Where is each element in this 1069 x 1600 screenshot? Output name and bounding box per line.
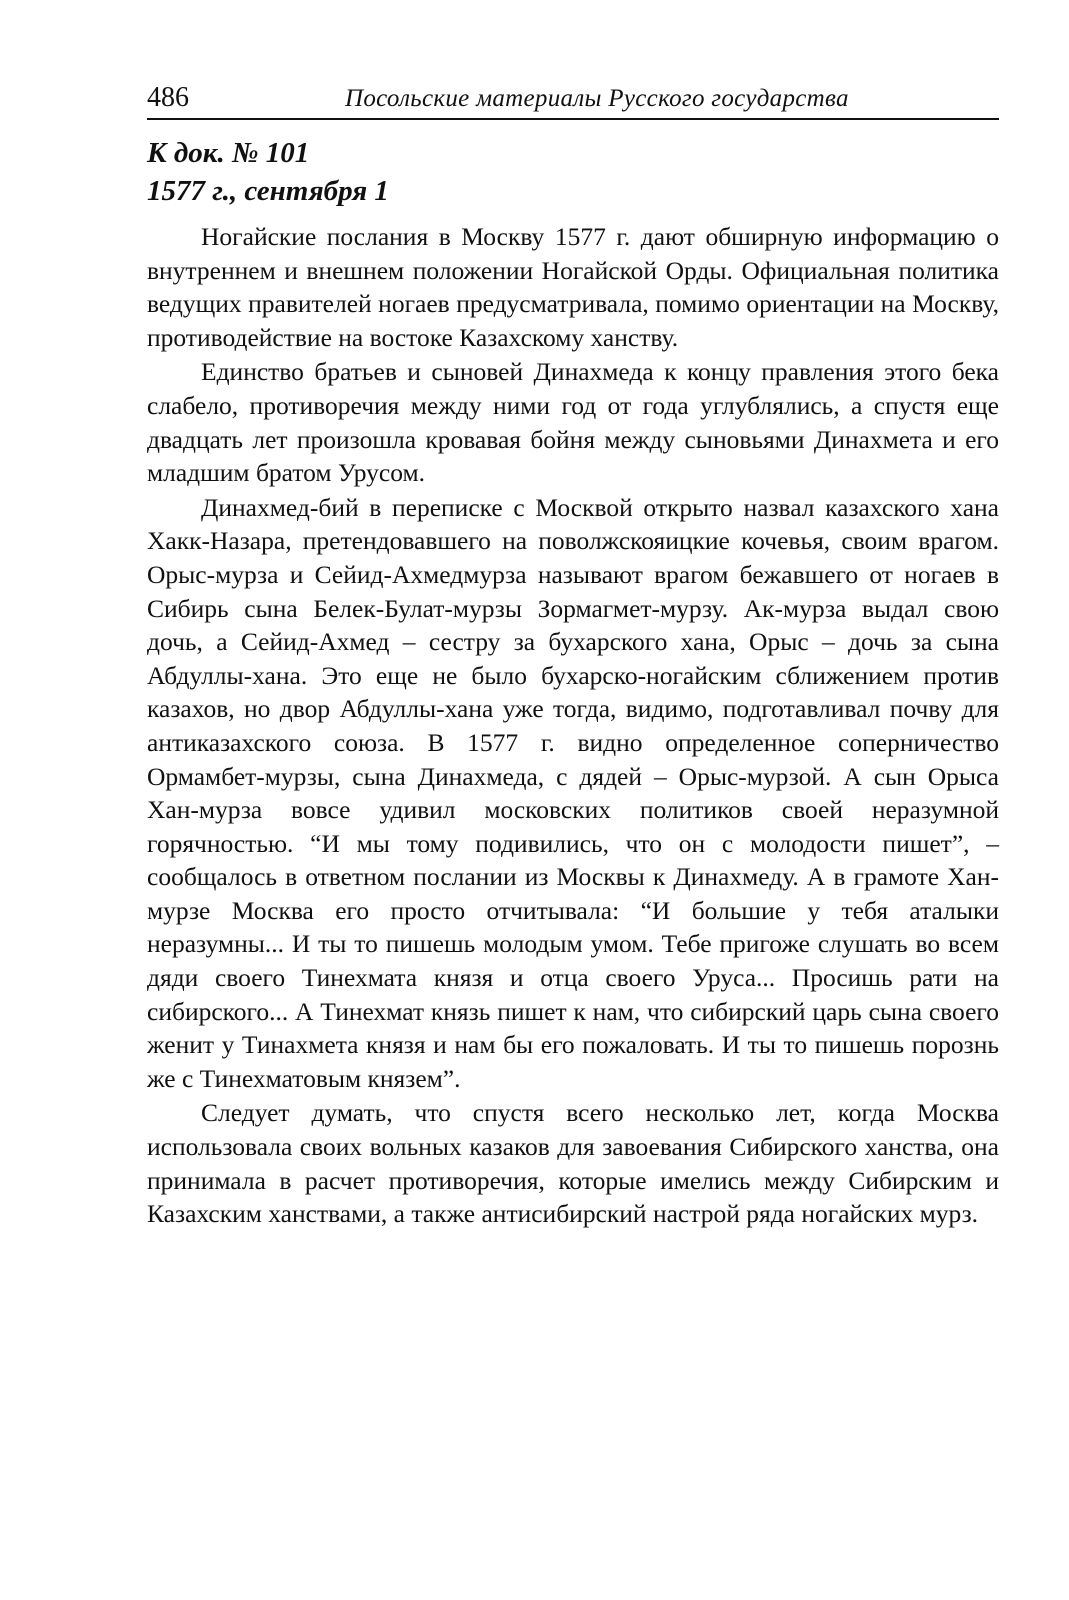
paragraph: Ногайские послания в Москву 1577 г. дают обширную информацию о внутреннем и внешнем положении Ногайской Орды. Официальная политика ведущих правителей ногаев предусматривала, помимо ориентации на Москву, противодействие на востоке Казахскому ханству.	[147, 222, 999, 352]
document-reference: К док. № 101	[147, 137, 310, 169]
paragraph: Динахмед-бий в переписке с Москвой открыто назвал казахского хана Хакк-Назара, претендовавшего на поволжскояицкие кочевья, своим врагом. Орыс-мурза и Сейид-Ахмедмурза называют врагом бежавшего от ногаев в Сибирь сына Белек-Булат-мурзы Зормагмет-мурзу. Ак-мурза выдал свою дочь, а Сейид-Ахмед – сестру за бухарского хана, Орыс – дочь за сына Абдуллы-хана. Это еще не было бухарско-ногайским сближением против казахов, но двор Абдуллы-хана уже тогда, видимо, подготавливал почву для антиказахского союза. В 1577 г. видно определенное соперничество Ормамбет-мурзы, сына Динахмеда, с дядей – Орыс-мурзой. А сын Орыса Хан-мурза вовсе удивил московских политиков своей неразумной горячностью. “И мы тому подивились, что он с молодости пишет”, – сообщалось в ответном послании из Москвы к Динахмеду. А в грамоте Хан-мурзе Москва его просто отчитывала: “И большие у тебя аталыки неразумны... И ты то пишешь молодым умом. Тебе пригоже слушать во всем дяди своего Тинехмата князя и отца своего Уруса... Просишь рати на сибирского... А Тинехмат князь пишет к нам, что сибирский царь сына своего женит у Тинахмета князя и нам бы его пожаловать. И ты то пишешь порознь же с Тинехматовым князем”.	[147, 492, 999, 1093]
book-page	[147, 78, 999, 1231]
body-text	[147, 220, 999, 1231]
running-head	[147, 78, 999, 120]
paragraph: Единство братьев и сыновей Динахмеда к концу правления этого бека слабело, противоречия между ними год от года углублялись, а спустя еще двадцать лет произошла кровавая бойня между сыновьями Динахмета и его младшим братом Урусом.	[147, 357, 999, 488]
paragraph: Следует думать, что спустя всего несколько лет, когда Москва использовала своих вольных казаков для завоевания Сибирского ханства, она принимала в расчет противоречия, которые имелись между Сибирским и Казахским ханствами, а также антисибирский настрой ряда ногайских мурз.	[147, 1098, 999, 1229]
document-date: 1577 г., сентября 1	[147, 175, 389, 207]
running-title: Посольские материалы Русского государства	[345, 85, 849, 112]
page-number: 486	[147, 82, 189, 113]
document-heading	[147, 134, 999, 210]
